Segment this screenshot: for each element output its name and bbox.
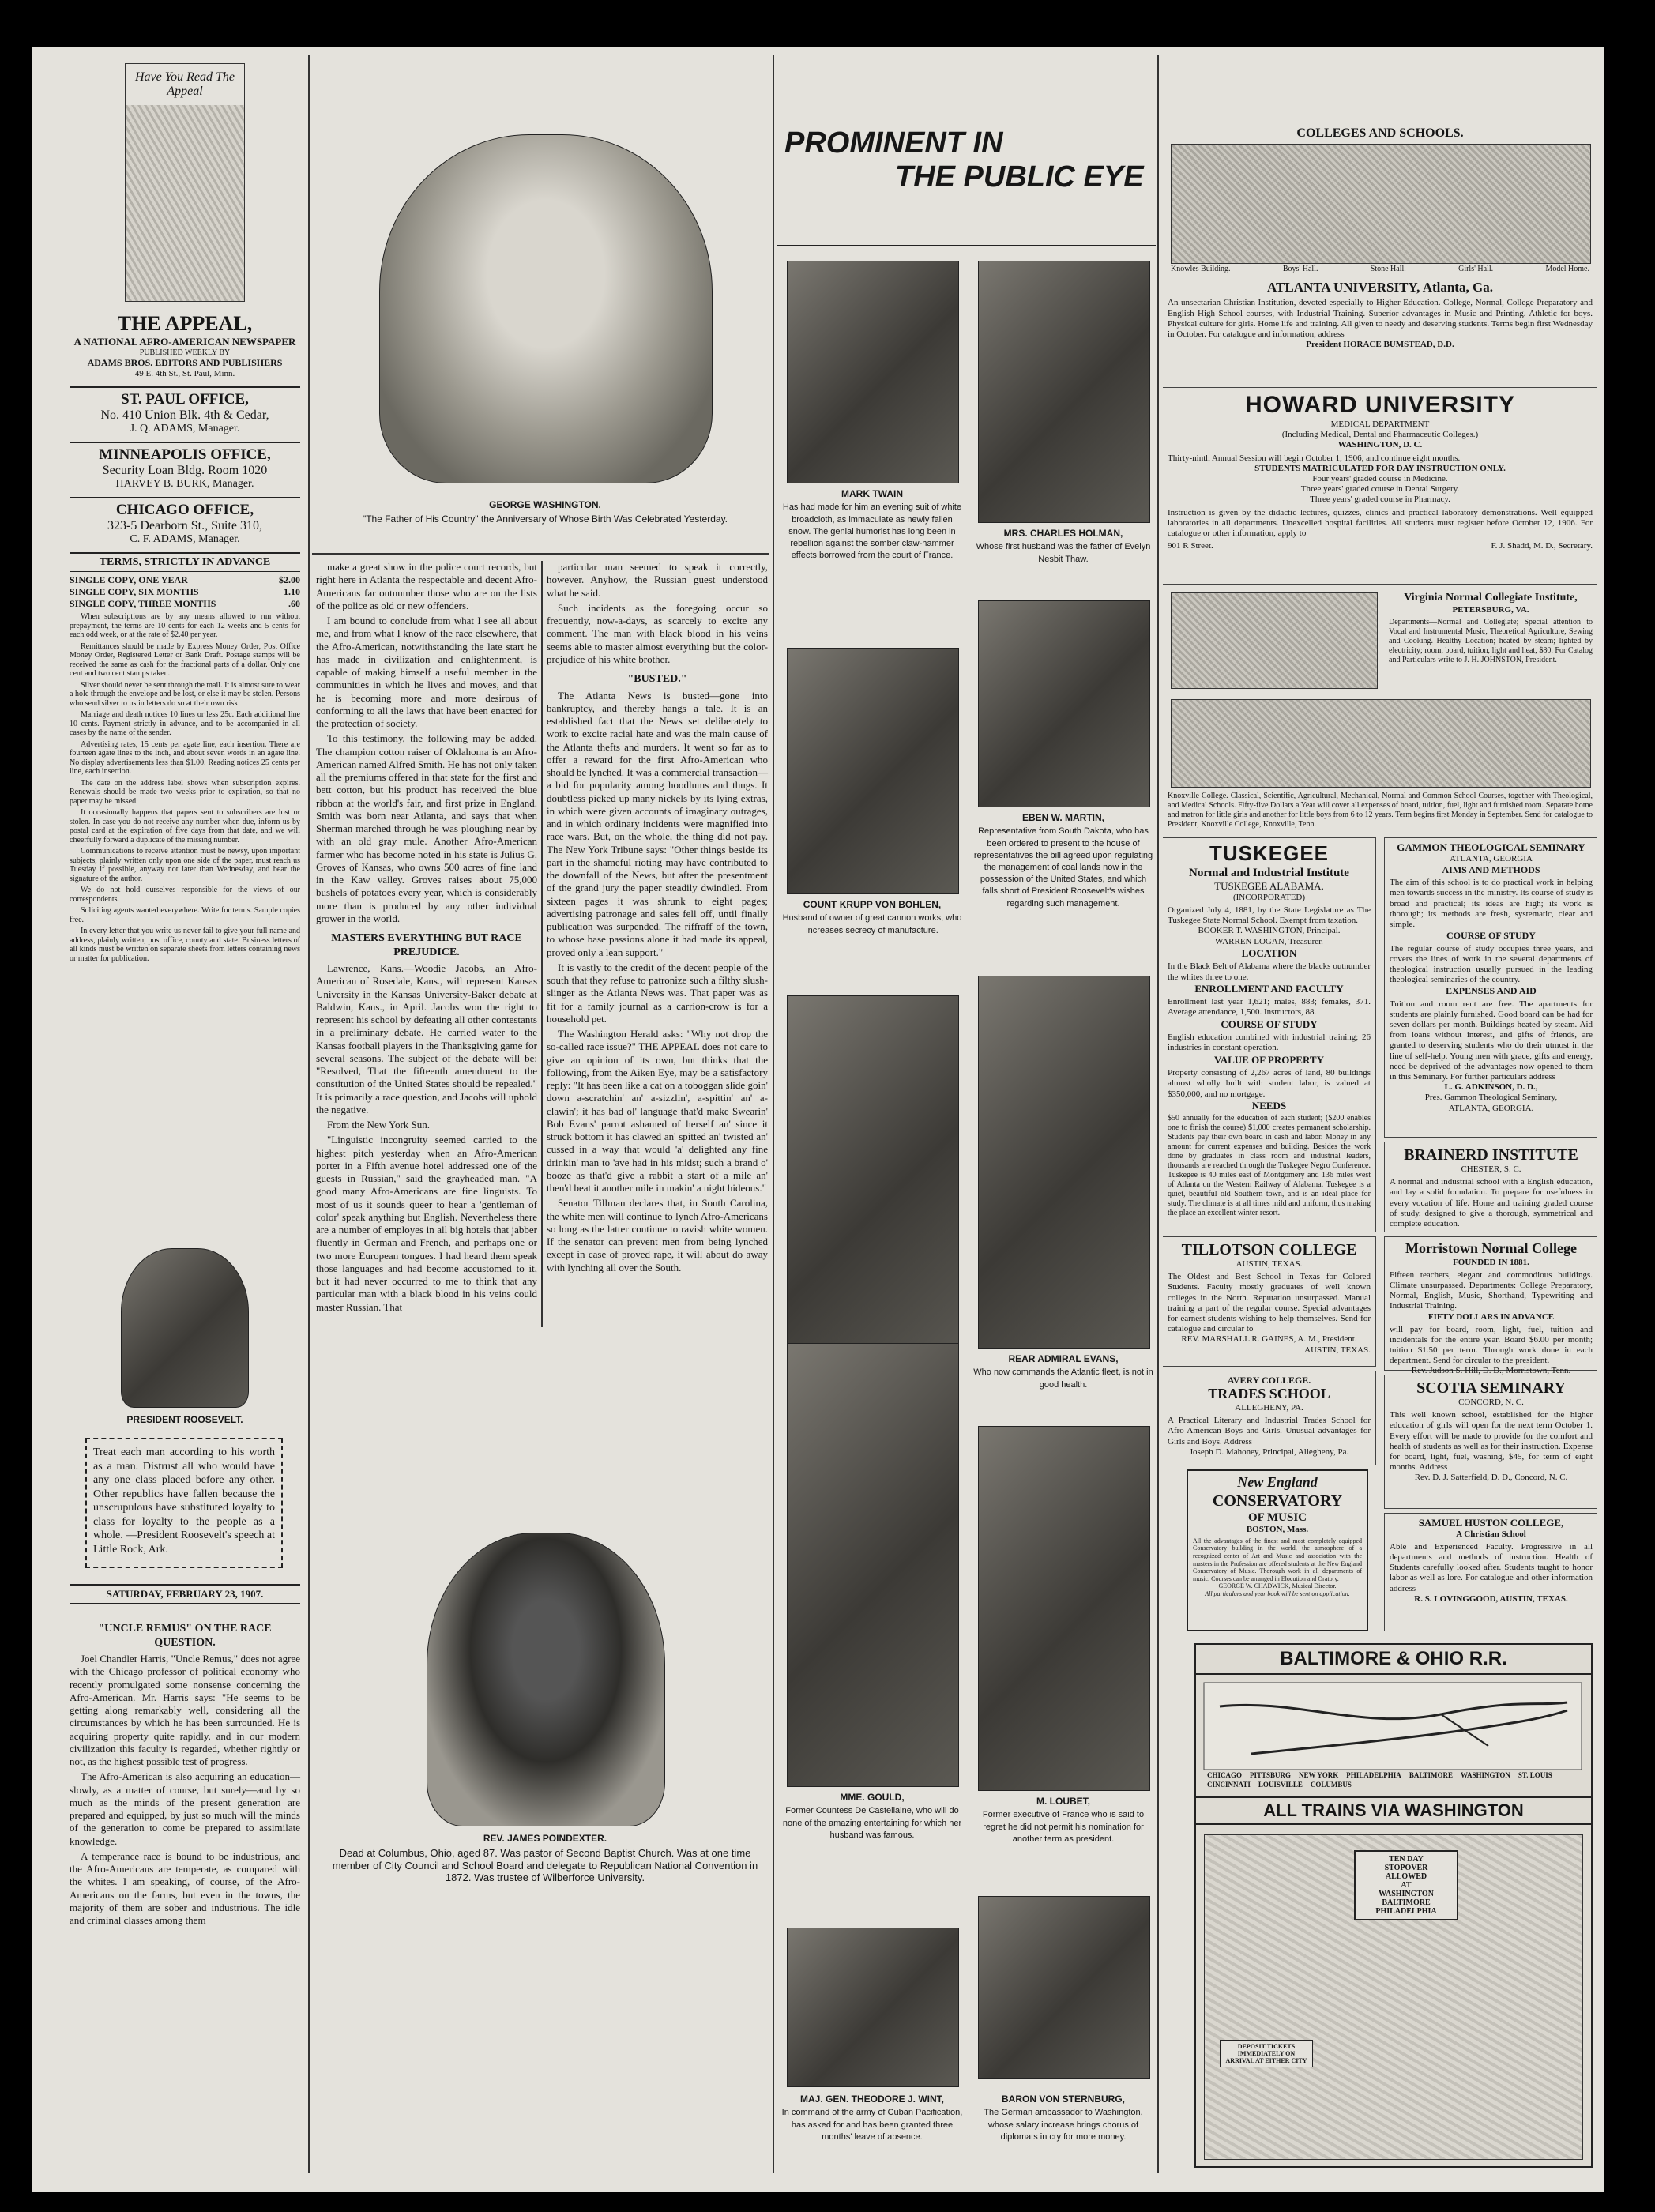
scotia-title: SCOTIA SEMINARY	[1416, 1379, 1566, 1397]
terms-note: Advertising rates, 15 cents per agate line, each insertion. There are fourteen agate lines to the inch, and about seven words in an agate line. No display advertisements less than $1.00. Reading notices 25 cents per line, each insertion.	[70, 739, 300, 776]
scotia-rev: Rev. D. J. Satterfield, D. D., Concord, N. C.	[1414, 1473, 1568, 1483]
portrait-photo	[787, 648, 959, 894]
knoxville-text: Knoxville College. Classical, Scientific, Agricultural, Mechanical, Normal and Common School Courses, together with Theological, and Medical Schools. Fifty-five Dollars a Year will cover all expenses of board, tuition, fuel, light and furnished room. Separate home and matron for little girls and another for little boys from 6 to 12 years. Term begins first Monday in September. Send for catalogue to President, Knoxville College, Knoxville, Tenn.	[1168, 792, 1593, 829]
tuskegee-text1: Organized July 4, 1881, by the State Legislature as The Tuskegee State Normal School. Exempt from taxation.	[1168, 905, 1371, 926]
morristown-rev: Rev. Judson S. Hill, D. D., Morristown, Tenn.	[1411, 1366, 1571, 1376]
tuskegee-subtitle: Normal and Industrial Institute	[1189, 867, 1349, 880]
portrait-caption	[972, 528, 1155, 565]
morristown-founded: FOUNDED IN 1881.	[1453, 1257, 1529, 1267]
scotia-location: CONCORD, N. C.	[1458, 1398, 1524, 1407]
tuskegee-principal: BOOKER T. WASHINGTON, Principal.	[1198, 926, 1341, 936]
portrait-photo	[978, 600, 1150, 807]
tillotson-text: The Oldest and Best School in Texas for Colored Students. Faculty mostly graduates of well known colleges in the North. Reputation unsurpassed. Manual training a part of the regular course. Special advantages for earnest students wishing to help themselves. Send for catalogue and circular to	[1168, 1272, 1371, 1334]
atlanta-building-label: Boys' Hall.	[1282, 265, 1318, 273]
bo-route-map	[1204, 1683, 1582, 1770]
terms-row-label: SINGLE COPY, ONE YEAR	[70, 574, 188, 585]
avery-subtitle: TRADES SCHOOL	[1208, 1386, 1330, 1402]
column-2-article	[316, 561, 537, 1327]
virginia-engraving	[1171, 592, 1378, 689]
virginia-location: PETERSBURG, VA.	[1452, 604, 1529, 615]
bo-city-label: CINCINNATI	[1207, 1781, 1251, 1789]
terms-note: Remittances should be made by Express Money Order, Post Office Money Order, Registered Letter or Bank Draft. Postage stamps will be received the same as cash for the fractional parts of a dollar. Only one cent and two cent stamps taken.	[70, 641, 300, 678]
terms-note: Marriage and death notices 10 lines or less 25c. Each additional line 10 cents. Payment strictly in advance, and to be accompanied in all cases by the name of the sender.	[70, 710, 300, 737]
portrait-photo	[978, 976, 1150, 1349]
atlanta-building-label: Knowles Building.	[1171, 265, 1231, 273]
ne-title1: New England	[1237, 1474, 1318, 1490]
ne-text: All the advantages of the finest and most completely equipped Conservatory building in the world, the atmosphere of a recognized center of Art and Music and association with the masters in the Profession are offered students at the New England Conservatory of Music. Thorough work in all departments of music. Courses can be arranged in Elocution and Oratory.	[1193, 1537, 1362, 1582]
terms-notes	[70, 612, 300, 963]
tillotson-city: AUSTIN, TEXAS.	[1304, 1345, 1371, 1355]
bo-railroad-ad	[1194, 1643, 1593, 2168]
column-3-paragraph: Such incidents as the foregoing occur so frequently, now-a-days, as scarcely to excite any comment. The man with black blood in his veins seems able to master almost everything but the color-prejudice of his white brother.	[547, 601, 768, 665]
tuskegee-course-text: English education combined with industrial training; 26 industries in constant operation.	[1168, 1033, 1371, 1053]
column-2-body-a	[316, 561, 537, 925]
new-england-conservatory-ad	[1187, 1469, 1368, 1631]
terms-note: In every letter that you write us never fail to give your full name and address, plainly written, post office, county and state. Business letters of all kinds must be written on separate sheets from letters containing news or matter for publication.	[70, 927, 300, 963]
uncle-remus-heading: "UNCLE REMUS" ON THE RACE QUESTION.	[98, 1623, 272, 1649]
roosevelt-quote-box	[85, 1438, 283, 1568]
gammon-seminary-ad	[1384, 837, 1597, 1138]
gammon-location: ATLANTA, GEORGIA	[1450, 853, 1533, 863]
tillotson-ad	[1163, 1236, 1376, 1367]
avery-contact: Joseph D. Mahoney, Principal, Allegheny, Pa.	[1189, 1446, 1349, 1457]
stpaul-address: No. 410 Union Blk. 4th & Cedar,	[100, 408, 269, 422]
bo-city-label: COLUMBUS	[1310, 1781, 1352, 1789]
terms-row-price: 1.10	[284, 586, 300, 597]
roosevelt-quote: Treat each man according to his worth as a man. Distrust all who would have any one class placed before any other. Other republics have fallen because the unscrupulous have substituted loyalty to class for loyalty to the people as a whole. —President Roosevelt's speech at Little Rock, Ark.	[93, 1446, 275, 1556]
avery-location: ALLEGHENY, PA.	[1235, 1402, 1303, 1413]
poindexter-name: REV. JAMES POINDEXTER.	[483, 1833, 607, 1844]
masthead-column	[70, 55, 300, 2172]
masthead-banner-text: Have You Read The Appeal	[126, 64, 244, 105]
morristown-fee: FIFTY DOLLARS IN ADVANCE	[1427, 1311, 1555, 1322]
column-rule-2	[541, 561, 543, 1327]
howard-sub2: (Including Medical, Dental and Pharmaceutic Colleges.)	[1281, 430, 1479, 440]
ne-manager: GEORGE W. CHADWICK, Musical Director.	[1218, 1582, 1337, 1590]
scotia-text: This well known school, established for the higher education of girls will open for the next term October 1. Every effort will be made to provide for the comfort and health of students as well as for their instruction. Expense for board, light, fuel, washing, $45, for term of eight months. Address	[1390, 1410, 1593, 1473]
tuskegee-ad	[1163, 837, 1376, 1232]
terms-row	[70, 574, 300, 586]
ne-footer: All particulars and year book will be sent on application.	[1205, 1589, 1350, 1597]
masthead-title: THE APPEAL,	[117, 312, 253, 335]
uncle-remus-article	[70, 1616, 300, 2169]
huston-text: Able and Experienced Faculty. Progressive in all departments and methods of instruction. Health of Students carefully looked after. Students taught to honor labor as well as lore. For catalogue and other information address	[1390, 1541, 1593, 1593]
colleges-heading: COLLEGES AND SCHOOLS.	[1296, 126, 1464, 140]
portrait-photo	[978, 1896, 1150, 2079]
avery-text: A Practical Literary and Industrial Trades School for Afro-American Boys and Girls. Unusual advantages for Girls and Boys. Address	[1168, 1416, 1371, 1446]
tillotson-rev: REV. MARSHALL R. GAINES, A. M., President.	[1181, 1334, 1357, 1345]
bo-city-label: BALTIMORE	[1409, 1771, 1453, 1779]
uncle-remus-paragraph: The Afro-American is also acquiring an education—slowly, as a matter of course, but surely—and by so much as the minds of the present generation are prepared and equipped, by just so much will the minds of the generation to come be prepared to assimilate knowledge.	[70, 1770, 300, 1847]
virginia-title: Virginia Normal Collegiate Institute,	[1404, 592, 1578, 604]
howard-sub3: WASHINGTON, D. C.	[1337, 440, 1423, 450]
bo-sign-line: WASHINGTON	[1379, 1890, 1434, 1898]
howard-sub1: MEDICAL DEPARTMENT	[1330, 419, 1430, 429]
howard-title: HOWARD UNIVERSITY	[1244, 392, 1516, 418]
tuskegee-incorporated: (INCORPORATED)	[1232, 892, 1306, 902]
column-3-article	[547, 561, 768, 1525]
brainerd-text: A normal and industrial school with a English education, and lay a solid foundation. To prepare for usefulness in every vocation of life. Home and training graded course of study, designed to give a thorough, symmetrical and complete education.	[1390, 1177, 1593, 1228]
bo-sign-line: STOPOVER	[1384, 1864, 1428, 1872]
tuskegee-location-text: In the Black Belt of Alabama where the blacks outnumber the whites three to one.	[1168, 961, 1371, 982]
colleges-section	[1163, 126, 1597, 2172]
newspaper-page	[32, 47, 1604, 2192]
busted-paragraph: Senator Tillman declares that, in South Carolina, the white men will continue to lynch Afro-Americans so long as the latter continue to ravish white women. If the senator can prevent men from being lynched except in case of proved rape, it will about do away with lynching all over the South.	[547, 1197, 768, 1273]
portrait-description: Former Countess De Castellaine, who will do none of the amazing entertaining for which her husband was famous.	[782, 1806, 962, 1840]
column-2-body-b	[316, 962, 537, 1314]
portrait-description: In command of the army of Cuban Pacification, has asked for and has been granted three months' leave of absence.	[781, 2108, 963, 2142]
terms-note: Soliciting agents wanted everywhere. Write for terms. Sample copies free.	[70, 906, 300, 924]
knoxville-engraving	[1171, 699, 1591, 788]
column-2-paragraph: To this testimony, the following may be added. The champion cotton raiser of Oklahoma is an Afro-American named Alfred Smith. He has not only taken all the premiums offered in that state for the first and bett cotton, but his product has received the blue ribbon at the world's fair, and first prize in England. Smith was born near Atlanta, and says that when Sherman marched through he was ploughing near by with an old gray mule. Another Afro-American farmer who has become noted in his state is Julius G. Groves of Kansas, who owns 500 acres of fine land in the Kaw valley. Groves raises about 75,000 bushels of potatoes every year, which is considerably more than is produced by any other individual grower in the world.	[316, 732, 537, 924]
washington-name: GEORGE WASHINGTON.	[489, 499, 601, 510]
tuskegee-value-heading: VALUE OF PROPERTY	[1214, 1053, 1324, 1066]
howard-course: Three years' graded course in Dental Surgery.	[1300, 484, 1460, 495]
terms-note: It occasionally happens that papers sent to subscribers are lost or stolen. In case you do not receive any number when due, inform us by postal card at the expiration of five days from that date, and we will cheerfully forward a duplicate of the missing number.	[70, 808, 300, 845]
terms-row-label: SINGLE COPY, SIX MONTHS	[70, 586, 199, 597]
portrait-caption	[780, 1792, 964, 1841]
bo-sign-line: PHILADELPHIA	[1375, 1907, 1437, 1916]
mpls-office: MINNEAPOLIS OFFICE,	[70, 442, 300, 464]
portrait-name: REAR ADMIRAL EVANS,	[1008, 1353, 1119, 1364]
huston-title: SAMUEL HUSTON COLLEGE,	[1418, 1517, 1564, 1529]
gammon-aims: The aim of this school is to do practical work in helping men towards success in the ministry. Its course of study is broad and practical; its ideas are high; its work is thorough; its methods are fresh, systematic, clear and simple.	[1390, 878, 1593, 929]
uncle-remus-paragraph: Joel Chandler Harris, "Uncle Remus," does not agree with the Chicago professor of political economy who recently promulgated some nonsense concerning the Afro-American. Mr. Harris says: "He seems to be getting along remarkably well, considering all the circumstances by which he has been surrounded. He is acquiring property quite rapidly, and in our modern civilization this faculty is regarded, whether rightly or not, as the highest possible test of progress.	[70, 1653, 300, 1767]
morristown-title: Morristown Normal College	[1405, 1240, 1577, 1256]
portrait-description: The German ambassador to Washington, whose salary increase brings chorus of diplomats in cry for more money.	[984, 2108, 1143, 2142]
portrait-caption	[972, 1796, 1155, 1845]
portrait-name: EBEN W. MARTIN,	[1022, 812, 1104, 823]
tillotson-title: TILLOTSON COLLEGE	[1181, 1241, 1357, 1258]
roosevelt-portrait	[121, 1248, 249, 1408]
atlanta-building-label: Model Home.	[1545, 265, 1589, 273]
terms-note: Communications to receive attention must be newsy, upon important subjects, plainly written only upon one side of the paper, must reach us Tuesday if possible, anyway not later than Wednesday, and bear the signature of the author.	[70, 847, 300, 883]
masthead-illustration	[125, 63, 245, 302]
portrait-name: MRS. CHARLES HOLMAN,	[1003, 528, 1123, 539]
atlanta-building-label: Stone Hall.	[1370, 265, 1406, 273]
scotia-ad	[1384, 1375, 1597, 1509]
tuskegee-needs-heading: NEEDS	[1251, 1099, 1287, 1112]
portrait-name: COUNT KRUPP VON BOHLEN,	[803, 899, 942, 910]
terms-row-price: $2.00	[279, 574, 300, 585]
masters-heading: MASTERS EVERYTHING BUT RACE PREJUDICE.	[331, 932, 522, 958]
bo-deposit-sign: DEPOSIT TICKETS IMMEDIATELY ON ARRIVAL AT EITHER CITY	[1220, 2040, 1313, 2067]
gammon-exp-heading: EXPENSES AND AID	[1446, 985, 1537, 997]
atlanta-building-label: Girls' Hall.	[1458, 265, 1494, 273]
portrait-description: Has had made for him an evening suit of white broadcloth, as immaculate as newly fallen snow. The genial humorist has long been in rebellion against the somber claw-hammer effects borrowed from the court of France.	[782, 502, 962, 561]
column-3-body-a	[547, 561, 768, 666]
chicago-office: CHICAGO OFFICE,	[70, 497, 300, 519]
stpaul-manager: J. Q. ADAMS, Manager.	[130, 423, 240, 434]
gammon-president: L. G. ADKINSON, D. D.,	[1444, 1082, 1538, 1093]
terms-note: The date on the address label shows when subscription expires. Renewals should be made two weeks prior to expiration, so that no paper may be missed.	[70, 778, 300, 806]
bo-city-label: PHILADELPHIA	[1346, 1771, 1401, 1779]
gammon-title: GAMMON THEOLOGICAL SEMINARY	[1397, 841, 1585, 853]
gammon-exp: Tuition and room rent are free. The apartments for students are plainly furnished. Good board can be had for seven dollars per month. Buildings heated by steam. Aid from loans without interest, and gifts of friends, are granted to deserving students who do their utmost in the line of self-help. Young men with grace, gifts and energy, need be deprived of the advantages now opened to them in this Seminary. For further particulars address	[1390, 999, 1593, 1082]
avery-ad	[1163, 1371, 1376, 1465]
bo-sign-line: ALLOWED	[1385, 1872, 1427, 1881]
gammon-course-heading: COURSE OF STUDY	[1446, 930, 1536, 942]
virginia-normal-ad	[1384, 589, 1597, 691]
portrait-description: Who now commands the Atlantic fleet, is not in good health.	[973, 1367, 1153, 1390]
portrait-photo	[978, 1426, 1150, 1791]
column-2-paragraph: I am bound to conclude from what I see all about me, and from what I know of the race elsewhere, that the Afro-American, notwithstanding the late start he has made in civilization and enlightenment, is capable of making himself a useful member in the communities in which he lives and moves, and that he is becoming more and more desirous of conforming to all the laws that have been enacted for the protection of society.	[316, 615, 537, 729]
brainerd-location: CHESTER, S. C.	[1461, 1164, 1521, 1174]
masthead-published: PUBLISHED WEEKLY BY	[139, 348, 231, 357]
terms-row-label: SINGLE COPY, THREE MONTHS	[70, 598, 216, 609]
portrait-name: M. LOUBET,	[1036, 1796, 1090, 1807]
column-rule-3	[773, 55, 774, 2172]
masthead-address: 49 E. 4th St., St. Paul, Minn.	[134, 369, 235, 378]
portrait-caption	[972, 2094, 1155, 2142]
bo-title: BALTIMORE & OHIO R.R.	[1196, 1645, 1591, 1675]
tuskegee-enroll-text: Enrollment last year 1,621; males, 883; females, 371. Average attendance, 1,500. Instructors, 88.	[1168, 997, 1371, 1018]
bo-city-label: LOUISVILLE	[1258, 1781, 1303, 1789]
atlanta-university-engraving	[1171, 144, 1591, 264]
portrait-description: Former executive of France who is said to regret he did not permit his nomination for another term as president.	[982, 1810, 1145, 1844]
prominent-heading-line2: THE PUBLIC EYE	[895, 160, 1144, 194]
washington-rule	[312, 553, 769, 555]
bo-city-label: PITTSBURG	[1250, 1771, 1292, 1779]
portrait-name: MME. GOULD,	[840, 1792, 905, 1803]
atlanta-text: An unsectarian Christian Institution, devoted especially to Higher Education. College, Normal, College Preparatory and English High School courses, with Industrial Training. Superior advantages in Music and Printing. Athletic for boys. Physical culture for girls. Home life and training. All given to needy and deserving students. Terms begin first Wednesday in October. For catalogue and information, address	[1168, 298, 1593, 339]
virginia-text: Departments—Normal and Collegiate; Special attention to Vocal and Instrumental Music, Theoretical Agriculture, Sewing and Cooking. Healthy Location; heated by steam; lighted by electricity; room, board, tuition, light and heat, $80. For Catalog and Particulars write to J. H. JOHNSTON, President.	[1389, 617, 1593, 664]
gammon-course: The regular course of study occupies three years, and covers the lines of work in the several departments of theological instruction usually pursued in the leading theological seminaries of the country.	[1390, 943, 1593, 985]
gammon-president-city: ATLANTA, GEORGIA.	[1448, 1103, 1534, 1113]
stpaul-office: ST. PAUL OFFICE,	[70, 386, 300, 408]
tuskegee-location: TUSKEGEE ALABAMA.	[1214, 880, 1324, 893]
tuskegee-title: TUSKEGEE	[1209, 841, 1330, 865]
morristown-text2: will pay for board, room, light, fuel, tuition and incidentals for the entire year. Board $6.00 per month; tuition $1.50 per term. Through work done in each department. Send for circular to the president.	[1390, 1324, 1593, 1366]
terms-heading: TERMS, STRICTLY IN ADVANCE	[70, 552, 300, 572]
washington-caption: "The Father of His Country" the Anniversary of Whose Birth Was Celebrated Yesterday.	[362, 514, 728, 525]
bo-stopover-sign	[1354, 1850, 1458, 1920]
howard-address: 901 R Street.	[1168, 541, 1213, 551]
terms-row	[70, 586, 300, 598]
portrait-photo	[787, 1928, 959, 2087]
masters-paragraph: Lawrence, Kans.—Woodie Jacobs, an Afro-American of Rosedale, Kans., will represent Kansas University in the Kansas University-Baker debate at Baldwin, Kans., in April. Jacobs won the right to represent his school by defeating all other contestants in a preliminary debate. He carried water to the Kansas football players in the Thanksgiving game for several seasons. The subject of the debate will be: "Resolved, That the fifteenth amendment to the constitution of the United States should be repealed." It is primarily a race question, and Jacobs will uphold the negative.	[316, 962, 537, 1115]
atlanta-title: ATLANTA UNIVERSITY, Atlanta, Ga.	[1267, 280, 1493, 295]
terms-row	[70, 598, 300, 610]
busted-paragraph: It is vastly to the credit of the decent people of the south that they refuse to patronize such a filthy slush-slinger as the Atlanta News was. That paper was as fit for a family journal as a carrion-crow is for a household pet.	[547, 961, 768, 1025]
ne-location: BOSTON, Mass.	[1246, 1524, 1309, 1534]
bo-city-labels	[1207, 1771, 1578, 1789]
huston-ad	[1384, 1513, 1597, 1631]
terms-note: We do not hold ourselves responsible for the views of our correspondents.	[70, 886, 300, 904]
poindexter-caption: Dead at Columbus, Ohio, aged 87. Was pastor of Second Baptist Church. Was at one time member of City Council and School Board and delegate to Republican National Convention in 1872. Was trustee of Wilberforce University.	[332, 1847, 758, 1884]
portrait-photo	[787, 995, 959, 1376]
roosevelt-caption: PRESIDENT ROOSEVELT.	[126, 1414, 243, 1425]
mpls-manager: HARVEY B. BURK, Manager.	[115, 478, 254, 490]
portrait-photo	[978, 261, 1150, 523]
howard-course: Four years' graded course in Medicine.	[1312, 473, 1448, 483]
bo-city-label: ST. LOUIS	[1518, 1771, 1552, 1779]
bo-city-label: NEW YORK	[1299, 1771, 1339, 1779]
atlanta-president: President HORACE BUMSTEAD, D.D.	[1306, 340, 1454, 350]
howard-text3: Instruction is given by the didactic lectures, quizzes, clinics and practical laboratory demonstrations. Well equipped laboratories in all departments. Unexcelled hospital facilities. All students must register before October 12, 1906. For catalogue or other information, apply to	[1168, 507, 1593, 538]
portrait-description: Representative from South Dakota, who has been ordered to present to the house of representatives the bill agreed upon regulating the management of coal lands now in the possession of the United States, and which falls short of President Roosevelt's wishes regarding such management.	[973, 826, 1153, 908]
tuskegee-enroll-heading: ENROLLMENT AND FACULTY	[1194, 982, 1344, 995]
portrait-description: Whose first husband was the father of Evelyn Nesbit Thaw.	[976, 542, 1151, 564]
bo-city-label: CHICAGO	[1207, 1771, 1243, 1779]
huston-contact: R. S. LOVINGGOOD, AUSTIN, TEXAS.	[1414, 1593, 1568, 1604]
terms-note: When subscriptions are by any means allowed to run without prepayment, the terms are 10 cents for each 12 weeks and 5 cents for each odd week, or at the rate of $2.40 per year.	[70, 612, 300, 639]
brainerd-ad	[1384, 1142, 1597, 1232]
howard-course: Three years' graded course in Pharmacy.	[1310, 495, 1450, 505]
terms-row-price: .60	[288, 598, 300, 609]
howard-university-ad	[1163, 387, 1597, 585]
knoxville-ad	[1163, 788, 1597, 834]
busted-paragraph: The Washington Herald asks: "Why not drop the so-called race issue?" THE APPEAL does not care to give an opinion of its own, but thinks that the following, from the Aiken Eye, may be a satisfactory reply: "It has been like a cat on a toboggan slide goin' down a-scratchin' an' a-sizzlin', a-spittin' an' a-clawin'; it has bad ol' language that'd make Swearin' Bob Evans' parrot ashamed of herself an' since it struck bottom it has clawed an' spitted an' twisted an' cussed in a way that would 'a' delighted any fine drinkin' man to 'ave had in his midst; such a brand o' booze as that'd give a rabbit a start of a mile an' then'd beat it another mile in makin' a night hideous."	[547, 1028, 768, 1194]
uncle-remus-body	[70, 1653, 300, 1927]
chicago-manager: C. F. ADAMS, Manager.	[130, 533, 240, 545]
portrait-description: Husband of owner of great cannon works, who increases secrecy of manufacture.	[782, 913, 962, 935]
howard-text1: Thirty-ninth Annual Session will begin October 1, 1906, and continue eight months.	[1168, 453, 1461, 463]
terms-note: Silver should never be sent through the mail. It is almost sure to wear a hole through the envelope and be lost, or else it may be stolen. Persons who send silver to us in letters do so at their own risk.	[70, 680, 300, 708]
masthead-publishers: ADAMS BROS. EDITORS AND PUBLISHERS	[87, 357, 283, 368]
poindexter-portrait	[427, 1533, 665, 1826]
portrait-photo	[787, 261, 959, 483]
bo-slogan: ALL TRAINS VIA WASHINGTON	[1196, 1796, 1591, 1825]
mpls-address: Security Loan Bldg. Room 1020	[102, 464, 268, 477]
column-rule-1	[308, 55, 310, 2172]
busted-heading: "BUSTED."	[627, 673, 687, 685]
portrait-name: MAJ. GEN. THEODORE J. WINT,	[799, 2094, 944, 2105]
prominent-heading-line1: PROMINENT IN	[784, 126, 1003, 160]
masthead-subtitle: A NATIONAL AFRO-AMERICAN NEWSPAPER	[73, 336, 296, 348]
bo-sign-line: TEN DAY	[1389, 1855, 1424, 1864]
tuskegee-value-text: Property consisting of 2,267 acres of land, 80 buildings almost wholly built with student labor, is valued at $350,000, and no mortgage.	[1168, 1068, 1371, 1099]
chicago-address: 323-5 Dearborn St., Suite 310,	[107, 519, 262, 532]
portrait-caption	[780, 899, 964, 936]
howard-courses	[1168, 474, 1593, 506]
ne-title3: OF MUSIC	[1247, 1510, 1307, 1524]
dateline: SATURDAY, FEBRUARY 23, 1907.	[70, 1584, 300, 1604]
portrait-photo	[787, 1343, 959, 1787]
bo-sign-line: BALTIMORE	[1382, 1898, 1431, 1907]
portrait-caption	[780, 2094, 964, 2142]
portrait-caption	[780, 488, 964, 561]
portrait-name: BARON VON STERNBURG,	[1001, 2094, 1125, 2105]
terms-table	[70, 574, 300, 610]
avery-title: AVERY COLLEGE.	[1227, 1375, 1311, 1386]
tuskegee-treasurer: WARREN LOGAN, Treasurer.	[1215, 936, 1323, 946]
portrait-caption	[972, 1353, 1155, 1390]
column-3-paragraph: particular man seemed to speak it correctly, however. Anyhow, the Russian guest understood what he said.	[547, 561, 768, 599]
bo-sign-line: AT	[1401, 1881, 1412, 1890]
column-3-body-b	[547, 690, 768, 1274]
ne-title2: CONSERVATORY	[1212, 1492, 1343, 1510]
tuskegee-course-heading: COURSE OF STUDY	[1221, 1018, 1318, 1030]
howard-secretary: F. J. Shadd, M. D., Secretary.	[1491, 541, 1593, 551]
huston-subtitle: A Christian School	[1456, 1529, 1526, 1539]
column-2-paragraph: make a great show in the police court records, but right here in Atlanta the respectable and decent Afro-Americans far outnumber those who are on the lists of the police as old or new offenders.	[316, 561, 537, 611]
morristown-text: Fifteen teachers, elegant and commodious buildings. Climate unsurpassed. Departments: College Preparatory, Normal, English, Music, Shorthand, Typewriting and Industrial Training.	[1390, 1270, 1593, 1311]
atlanta-university-ad	[1163, 276, 1597, 387]
bo-city-label: WASHINGTON	[1461, 1771, 1510, 1779]
portrait-caption	[972, 812, 1155, 909]
atlanta-building-labels	[1171, 265, 1589, 273]
tillotson-location: AUSTIN, TEXAS.	[1236, 1259, 1303, 1269]
masters-paragraph: From the New York Sun.	[327, 1119, 431, 1130]
uncle-remus-paragraph: A temperance race is bound to be industrious, and the Afro-Americans are temperate, as compared with the whites. I am speaking, of course, of the Afro-Americans on the farms, but even in the towns, the majority of them are sober and industrious. The idle and criminal classes among them	[70, 1849, 300, 1926]
morristown-ad	[1384, 1236, 1597, 1376]
masters-paragraph: "Linguistic incongruity seemed carried to the highest pitch yesterday when an Afro-American porter in a Fifth avenue hotel addressed one of the guests in Russian," said the grayheaded man. "A good many Afro-Americans are fine linguists. To most of us it sounds queer to hear a 'gentleman of color' speak anything but English. Nevertheless there are a number of employes in all big hotels that jabber fluently in German and French, and perhaps one or two more European tongues. I had heard them speak those languages and had become accustomed to it, but it had never occurred to me to think that any particular man with a black blood in his veins could master Russian. That	[316, 1134, 537, 1313]
tuskegee-location-heading: LOCATION	[1241, 946, 1297, 959]
portrait-name: MARK TWAIN	[841, 488, 903, 499]
busted-paragraph: The Atlanta News is busted—gone into bankruptcy, and thereby hangs a tale. It is an established fact that the News set deliberately to work to excite racial hate and was the main cause of the Atlanta thefts and murders. It went so far as to offer a reward for the first Afro-American who should be lynched. It was a commercial transaction—a bid for popularity among hoodlums and thugs. It doubtless picked up many nickels by its lying extras, in which were given accounts of imaginary outrages, and in which ordinary incidents were magnified into race wars. But, on the whole, the thing did not pay. The New York Tribune says: "Other things beside its part in the shameful rioting may have contributed to the downfall of the News, but after the presentment of the grand jury the paper steadily dwindled. From sixteen pages it was shrunk to eight pages; advertising patronage and sales fell off, until finally publication was surpended. The riffraff of the town, to whose base passions alone it had made its appeal, proved only a lean support."	[547, 689, 768, 958]
gammon-aims-heading: AIMS AND METHODS	[1442, 863, 1540, 875]
prominent-heading-box	[777, 126, 1156, 246]
howard-text2: STUDENTS MATRICULATED FOR DAY INSTRUCTION ONLY.	[1254, 463, 1506, 473]
brainerd-title: BRAINERD INSTITUTE	[1404, 1146, 1578, 1164]
gammon-president-title: Pres. Gammon Theological Seminary,	[1424, 1093, 1558, 1103]
washington-portrait	[379, 134, 713, 483]
tuskegee-needs-text: $50 annually for the education of each student; ($200 enables one to finish the course) $1,000 creates permanent scholarship. Students pay their own board in cash and labor. Money in any amount for current expenses and building. Besides the work done by graduates in class room and industrial leaders, thousands are reached through the Tuskegee Negro Conference. Tuskegee is 40 miles east of Montgomery and 136 miles west of Atlanta on the Western Railway of Alabama. Tuskegee is a quiet, beautiful old Southern town, and is an ideal place for study. The climate is at all times mild and uniform, thus making the place an excellent winter resort.	[1168, 1114, 1371, 1218]
column-rule-4	[1157, 55, 1159, 2172]
